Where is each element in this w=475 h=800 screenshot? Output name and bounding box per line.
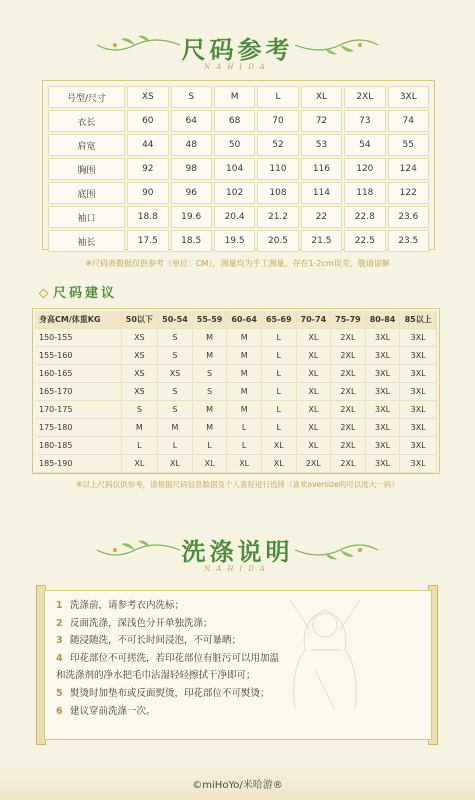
table-cell: S [158, 383, 193, 401]
table-cell: XL [193, 455, 228, 473]
table-cell: 袖口 [48, 206, 125, 228]
size-reference-subtitle: NAHIDA [204, 63, 271, 71]
wash-step-number: 3 [56, 635, 63, 647]
wash-steps-list [56, 597, 426, 720]
table-cell: 108 [257, 182, 298, 204]
table-cell: L [193, 437, 228, 455]
table-cell: 44 [127, 134, 168, 156]
table-header-cell: 75-79 [331, 311, 366, 329]
table-cell: 19.5 [214, 230, 255, 252]
table-cell: 2XL [331, 419, 366, 437]
table-cell: 104 [214, 158, 255, 180]
table-row [35, 419, 437, 437]
table-header-cell: 70-74 [297, 311, 332, 329]
table-cell: XL [297, 419, 332, 437]
table-cell: 3XL [400, 383, 437, 401]
wash-step [56, 597, 426, 615]
wash-step-text: 随浸随洗，不可长时间浸泡，不可暴晒； [70, 635, 242, 647]
table-row [35, 365, 437, 383]
table-cell: 3XL [400, 329, 437, 347]
table-cell: M [158, 419, 193, 437]
table-cell: 22.8 [344, 206, 385, 228]
table-cell: L [262, 347, 297, 365]
table-cell: 3XL [366, 365, 401, 383]
table-header-cell: 50-54 [158, 311, 193, 329]
table-cell: 68 [214, 110, 255, 132]
wash-step-text: 印花部位不可搓洗，若印花部位有脏污可以用加温 [70, 652, 280, 664]
table-cell: S [158, 347, 193, 365]
table-cell: 2XL [331, 329, 366, 347]
wash-step-text: 洗涤前，请参考衣内洗标； [70, 600, 185, 611]
table-cell: 52 [257, 134, 298, 156]
table-cell: 3XL [400, 437, 437, 455]
table-cell: 肩宽 [48, 134, 125, 156]
size-suggestion-heading [40, 282, 117, 301]
table-cell: 72 [301, 110, 342, 132]
table-cell: 96 [171, 182, 212, 204]
table-cell: 120 [344, 158, 385, 180]
table-header-cell: XL [301, 86, 342, 108]
size-reference-title: 尺码参考 [181, 35, 294, 64]
table-cell: 2XL [331, 365, 366, 383]
table-cell: 185-190 [35, 455, 122, 473]
size-suggestion-table [35, 311, 437, 473]
table-cell: 73 [344, 110, 385, 132]
table-cell: 98 [171, 158, 212, 180]
table-cell: 102 [214, 182, 255, 204]
table-cell: 3XL [366, 347, 401, 365]
table-cell: 袖长 [48, 230, 125, 252]
table-cell: S [193, 383, 228, 401]
table-cell: 48 [171, 134, 212, 156]
copyright-text: ©miHoYo/米哈游® [192, 780, 283, 791]
table-cell: 2XL [331, 455, 366, 473]
table-cell: L [122, 437, 159, 455]
table-cell: 2XL [331, 347, 366, 365]
table-cell: 底围 [48, 182, 125, 204]
table-cell: M [193, 347, 228, 365]
table-cell: 17.5 [127, 230, 168, 252]
table-cell: M [227, 365, 262, 383]
table-cell: 92 [127, 158, 168, 180]
table-cell: L [262, 329, 297, 347]
table-cell: 50 [214, 134, 255, 156]
table-cell: 2XL [331, 383, 366, 401]
table-cell: 3XL [366, 383, 401, 401]
table-cell: 64 [171, 110, 212, 132]
table-cell: 23.6 [388, 206, 429, 228]
table-header-cell: 2XL [344, 86, 385, 108]
table-header-cell: 80-84 [366, 311, 401, 329]
table-cell: 22.5 [344, 230, 385, 252]
table-cell: 22 [301, 206, 342, 228]
table-cell: S [193, 365, 228, 383]
table-cell: XS [122, 329, 159, 347]
table-cell: L [227, 437, 262, 455]
wash-step-number: 4 [56, 652, 63, 664]
table-header-row [35, 311, 437, 329]
table-cell: XS [158, 365, 193, 383]
table-cell: M [227, 347, 262, 365]
size-suggestion-table-frame [32, 308, 440, 474]
table-cell: L [262, 383, 297, 401]
table-cell: 60 [127, 110, 168, 132]
table-cell: 3XL [400, 401, 437, 419]
table-cell: 3XL [366, 455, 401, 473]
table-cell: S [122, 401, 159, 419]
table-cell: M [227, 401, 262, 419]
table-header-cell: 身高CM/体重KG [35, 311, 122, 329]
table-cell: 55 [388, 134, 429, 156]
table-header-cell: S [171, 86, 212, 108]
table-cell: L [262, 401, 297, 419]
table-cell: 3XL [366, 419, 401, 437]
table-cell: M [193, 401, 228, 419]
table-cell: S [158, 329, 193, 347]
size-suggestion-title: 尺码建议 [53, 286, 118, 301]
table-cell: 21.2 [257, 206, 298, 228]
table-cell: 3XL [400, 347, 437, 365]
table-cell: 54 [344, 134, 385, 156]
table-header-cell: 50以下 [122, 311, 159, 329]
table-cell: 170-175 [35, 401, 122, 419]
table-header-cell: XS [127, 86, 168, 108]
wash-step [56, 650, 426, 668]
wash-step-number: 5 [56, 687, 63, 699]
table-cell: S [158, 401, 193, 419]
table-cell: XL [297, 329, 332, 347]
wash-step-text: 和洗涤剂的净水把毛巾沾湿轻轻擦拭干净即可； [56, 670, 256, 682]
table-cell: 2XL [331, 401, 366, 419]
size-table [46, 84, 431, 254]
size-suggestion-note: ※以上尺码仅供参考，请根据尺码信息数据及个人喜好进行选择（喜欢oversize的可以选大一码） [76, 480, 399, 489]
table-row [35, 455, 437, 473]
table-header-cell: 号型/尺寸 [48, 86, 125, 108]
wash-step [56, 615, 426, 633]
table-cell: 70 [257, 110, 298, 132]
table-header-cell: M [214, 86, 255, 108]
wash-instructions-subtitle: NAHIDA [204, 565, 271, 573]
table-cell: 165-170 [35, 383, 122, 401]
table-cell: 3XL [366, 401, 401, 419]
wash-step-number: 1 [56, 600, 63, 611]
table-row [35, 437, 437, 455]
table-row [48, 134, 429, 156]
table-row [35, 347, 437, 365]
size-reference-header [0, 30, 475, 71]
table-cell: 150-155 [35, 329, 122, 347]
wash-instructions-title: 洗涤说明 [181, 537, 294, 566]
table-row [48, 230, 429, 252]
table-cell: 118 [344, 182, 385, 204]
table-cell: 53 [301, 134, 342, 156]
table-header-cell: L [257, 86, 298, 108]
wash-step [56, 667, 426, 685]
table-cell: XL [262, 437, 297, 455]
table-cell: 110 [257, 158, 298, 180]
table-cell: XL [297, 383, 332, 401]
table-row [48, 110, 429, 132]
table-cell: XL [122, 455, 159, 473]
table-row [48, 182, 429, 204]
table-cell: 3XL [366, 437, 401, 455]
wash-step-number: 6 [56, 705, 63, 717]
table-row [35, 401, 437, 419]
table-cell: 74 [388, 110, 429, 132]
size-table-frame [42, 80, 435, 250]
wash-step [56, 685, 426, 703]
wash-step-number: 2 [56, 617, 63, 629]
diamond-icon [39, 289, 49, 299]
table-cell: XL [262, 455, 297, 473]
table-cell: XS [122, 365, 159, 383]
table-header-cell: 3XL [388, 86, 429, 108]
table-header-row [48, 86, 429, 108]
wash-instructions-header [0, 532, 475, 573]
wash-step [56, 703, 426, 721]
table-header-cell: 65-69 [262, 311, 297, 329]
table-header-cell: 55-59 [193, 311, 228, 329]
table-cell: XL [297, 401, 332, 419]
table-cell: XL [297, 365, 332, 383]
table-cell: 胸围 [48, 158, 125, 180]
table-cell: M [122, 419, 159, 437]
table-row [48, 206, 429, 228]
table-cell: 20.5 [257, 230, 298, 252]
wash-step-text: 建议穿前洗涤一次。 [70, 705, 156, 717]
table-cell: M [227, 383, 262, 401]
table-cell: XS [122, 347, 159, 365]
table-cell: 18.8 [127, 206, 168, 228]
table-cell: 18.5 [171, 230, 212, 252]
table-cell: 2XL [297, 455, 332, 473]
table-cell: 21.5 [301, 230, 342, 252]
table-cell: L [227, 419, 262, 437]
table-cell: 180-185 [35, 437, 122, 455]
table-cell: L [158, 437, 193, 455]
table-cell: 衣长 [48, 110, 125, 132]
table-cell: 2XL [331, 437, 366, 455]
table-cell: XL [227, 455, 262, 473]
table-cell: 3XL [400, 365, 437, 383]
table-cell: M [193, 419, 228, 437]
table-cell: 116 [301, 158, 342, 180]
table-cell: 124 [388, 158, 429, 180]
table-cell: XL [297, 437, 332, 455]
table-cell: XL [297, 347, 332, 365]
table-cell: M [227, 329, 262, 347]
table-cell: 23.5 [388, 230, 429, 252]
table-cell: 3XL [400, 455, 437, 473]
table-header-cell: 85以上 [400, 311, 437, 329]
table-cell: 155-160 [35, 347, 122, 365]
table-cell: XS [122, 383, 159, 401]
table-cell: 175-180 [35, 419, 122, 437]
size-table-note: ※尺码表数据仅供参考（单位：CM），测量均为手工测量，存在1-2cm误差，敬请谅解 [85, 259, 390, 268]
table-cell: XL [158, 455, 193, 473]
table-row [35, 329, 437, 347]
table-cell: M [193, 329, 228, 347]
table-cell: 3XL [366, 329, 401, 347]
table-row [48, 158, 429, 180]
table-cell: 122 [388, 182, 429, 204]
table-cell: 90 [127, 182, 168, 204]
table-header-cell: 60-64 [227, 311, 262, 329]
table-cell: 114 [301, 182, 342, 204]
table-cell: 3XL [400, 419, 437, 437]
table-cell: L [262, 419, 297, 437]
table-row [35, 383, 437, 401]
wash-step-text: 反面洗涤，深浅色分开单独洗涤； [70, 617, 213, 629]
table-cell: 20.4 [214, 206, 255, 228]
table-cell: L [262, 365, 297, 383]
wash-step [56, 632, 426, 650]
table-cell: 160-165 [35, 365, 122, 383]
wash-step-text: 熨烫时加垫布或反面熨烫，印花部位不可熨烫； [70, 687, 270, 699]
table-cell: 19.6 [171, 206, 212, 228]
